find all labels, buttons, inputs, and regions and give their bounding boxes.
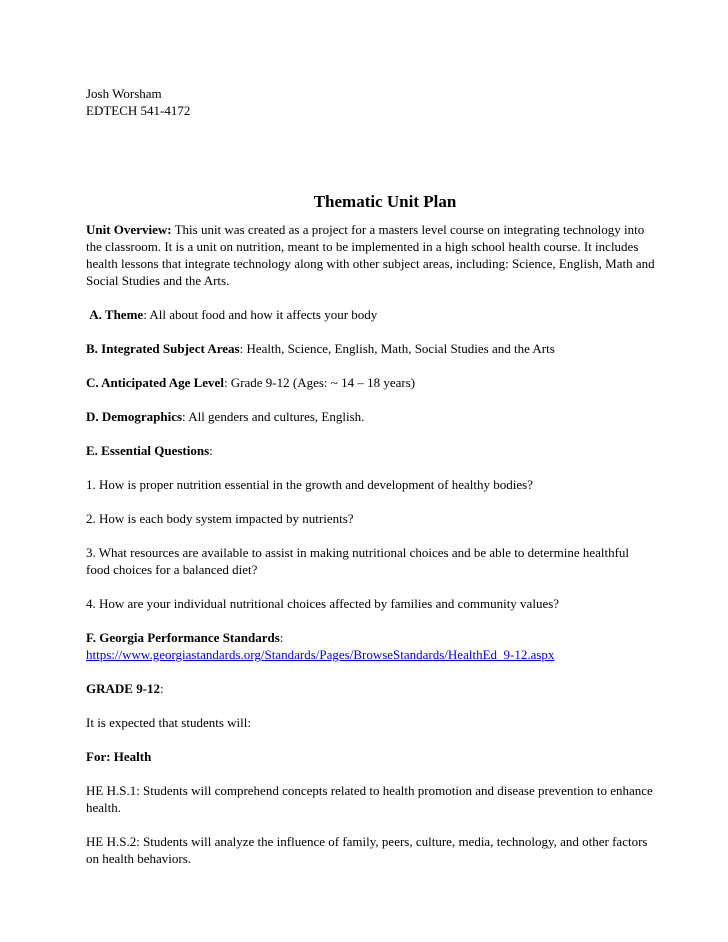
section-subjects	[86, 340, 656, 357]
section-subjects-text: : Health, Science, English, Math, Social Studies and the Arts	[239, 341, 555, 356]
for-health-label: For: Health	[86, 749, 152, 764]
section-demographics-label: D. Demographics	[86, 409, 183, 424]
author-name: Josh Worsham	[86, 86, 162, 101]
standard-item: HE H.S.1: Students will comprehend concepts related to health promotion and disease prevention to enhance health.	[86, 783, 653, 815]
question-item: 2. How is each body system impacted by nutrients?	[86, 511, 354, 526]
standards-link[interactable]: https://www.georgiastandards.org/Standards/Pages/BrowseStandards/HealthEd_9-12.aspx	[86, 647, 555, 662]
section-questions-label: E. Essential Questions	[86, 443, 210, 458]
section-standards	[86, 629, 656, 646]
standard-item: HE H.S.2: Students will analyze the influence of family, peers, culture, media, technology, and other factors on health behaviors.	[86, 834, 648, 866]
section-subjects-label: B. Integrated Subject Areas	[86, 341, 240, 356]
course-code: EDTECH 541-4172	[86, 103, 191, 118]
section-age-text: : Grade 9-12 (Ages: ~ 14 – 18 years)	[223, 375, 416, 390]
section-demographics	[86, 408, 656, 425]
section-theme	[86, 306, 656, 323]
unit-overview-label: Unit Overview:	[86, 222, 172, 237]
grade-heading-colon: :	[160, 681, 164, 696]
grade-heading-label: GRADE 9-12	[86, 681, 161, 696]
unit-overview-text: This unit was created as a project for a masters level course on integrating technology into the classroom. It is a unit on nutrition, meant to be implemented in a high school health course. It includes health lessons that integrate technology along with other subject areas, including: Science, English, Math and Social Studies and the Arts.	[86, 222, 655, 288]
unit-overview	[86, 221, 656, 289]
question-item: 4. How are your individual nutritional choices affected by families and community values?	[86, 596, 560, 611]
section-age	[86, 374, 656, 391]
section-questions-colon: :	[209, 443, 213, 458]
section-questions	[86, 442, 656, 459]
section-theme-label: A. Theme	[89, 307, 144, 322]
grade-heading	[86, 680, 656, 697]
expected-text: It is expected that students will:	[86, 715, 251, 730]
standards-link-line	[86, 646, 656, 663]
for-health-heading	[86, 748, 656, 765]
section-age-label: C. Anticipated Age Level	[86, 375, 224, 390]
section-demographics-text: : All genders and cultures, English.	[182, 409, 365, 424]
question-item: 3. What resources are available to assist in making nutritional choices and be able to determine healthful food choices for a balanced diet?	[86, 545, 630, 577]
section-standards-colon: :	[279, 630, 284, 645]
page-title: Thematic Unit Plan	[313, 192, 457, 211]
question-item: 1. How is proper nutrition essential in the growth and development of healthy bodies?	[86, 477, 533, 492]
section-theme-text: : All about food and how it affects your body	[143, 307, 378, 322]
section-standards-label: F. Georgia Performance Standards	[86, 630, 280, 645]
document-content	[86, 85, 656, 867]
header-block	[86, 85, 656, 119]
